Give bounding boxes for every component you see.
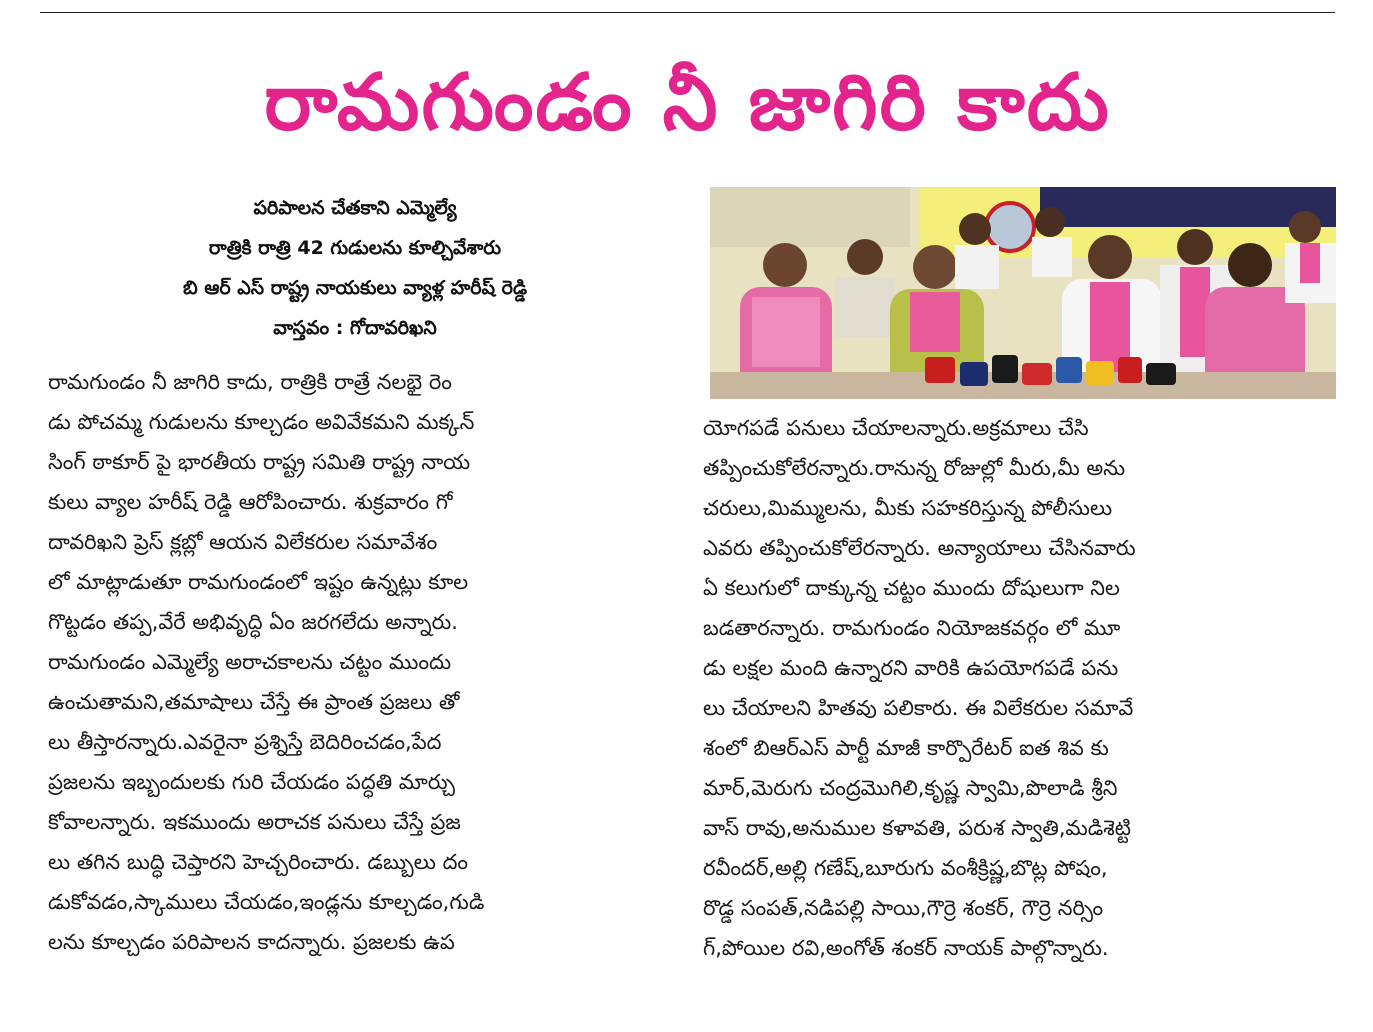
body-line: లు తగిన బుద్ధి చెప్తారని హెచ్చరించారు. డబ్బులు దం xyxy=(48,850,469,874)
body-line: బడతారన్నారు. రామగుండం నియోజకవర్గం లో మూ xyxy=(703,616,1121,640)
press-meet-photo xyxy=(710,187,1336,399)
body-line: కోవాలన్నారు. ఇకముందు అరాచక పనులు చేస్తే ప్రజ xyxy=(48,810,461,834)
body-line: రొడ్డ సంపత్,నడిపల్లి సాయి,గౌర్రె శంకర్, గౌర్రె నర్సిం xyxy=(703,896,1104,920)
subhead-3: బి ఆర్ ఎస్ రాష్ట్ర నాయకులు వ్యాళ్ల హరీష్ రెడ్డి xyxy=(182,277,528,299)
body-line: డుకోవడం,స్కాములు చేయడం,ఇండ్లను కూల్చడం,గుడి xyxy=(48,890,485,914)
body-line: లను కూల్చడం పరిపాలన కాదన్నారు. ప్రజలకు ఉప xyxy=(48,930,455,954)
body-line: ఉంచుతామని,తమాషాలు చేస్తే ఈ ప్రాంత ప్రజలు తో xyxy=(48,690,460,714)
body-line: గ్,పోయిల రవి,అంగోత్ శంకర్ నాయక్ పాల్గొన్నారు. xyxy=(703,936,1109,960)
dateline: వాస్తవం : గోదావరిఖని xyxy=(273,317,437,339)
body-line: ఎవరు తప్పించుకోలేరన్నారు. అన్యాయాలు చేసినవారు xyxy=(703,536,1136,560)
body-line: కులు వ్యాల హరీష్ రెడ్డి ఆరోపించారు. శుక్రవారం గో xyxy=(48,490,453,514)
body-line: సింగ్ ఠాకూర్ పై భారతీయ రాష్ట్ర సమితి రాష్ట్ర నాయ xyxy=(48,450,471,474)
body-line: దావరిఖని ప్రెస్ క్లబ్లో ఆయన విలేకరుల సమావేశం xyxy=(48,530,438,554)
subhead-1: పరిపాలన చేతకాని ఎమ్మెల్యే xyxy=(253,197,457,219)
body-line: డు పోచమ్మ గుడులను కూల్చడం అవివేకమని మక్కన్ xyxy=(48,410,475,434)
body-line: లు చేయాలని హితవు పలికారు. ఈ విలేకరుల సమావే xyxy=(703,696,1134,720)
body-line: రామగుండం ఎమ్మెల్యే అరాచకాలను చట్టం ముందు xyxy=(48,650,452,674)
body-line: వాస్ రావు,అనుముల కళావతి, పరుశ స్వాతి,మడిశెట్టి xyxy=(703,816,1132,840)
body-line: లు తీస్తారన్నారు.ఎవరైనా ప్రశ్నిస్తే బెదిరించడం,పేద xyxy=(48,730,442,754)
body-line: యోగపడే పనులు చేయాలన్నారు.అక్రమాలు చేసి xyxy=(703,416,1089,440)
body-line: చరులు,మిమ్ములను, మీకు సహకరిస్తున్న పోలీసులు xyxy=(703,496,1113,520)
body-line: లో మాట్లాడుతూ రామగుండంలో ఇష్టం ఉన్నట్లు కూల xyxy=(48,570,469,594)
subhead-2: రాత్రికి రాత్రి 42 గుడులను కూల్చివేశారు xyxy=(208,237,502,259)
body-line: మార్,మెరుగు చంద్రమొగిలి,కృష్ణ స్వామి,పొలాడి శ్రీని xyxy=(703,776,1118,800)
headline: రామగుండం నీ జాగిరి కాదు xyxy=(264,58,1111,148)
article-column-right xyxy=(703,408,1331,968)
article-column-left xyxy=(48,362,668,962)
top-rule xyxy=(40,12,1335,13)
body-line: డు లక్షల మంది ఉన్నారని వారికి ఉపయోగపడే పను xyxy=(703,656,1119,680)
body-line: రామగుండం నీ జాగిరి కాదు, రాత్రికి రాత్రే నలభై రెం xyxy=(48,370,452,394)
body-line: తప్పించుకోలేరన్నారు.రానున్న రోజుల్లో మీరు,మీ అను xyxy=(703,456,1126,480)
body-line: ఏ కలుగులో దాక్కున్న చట్టం ముందు దోషులుగా నిల xyxy=(703,576,1120,600)
body-line: గొట్టడం తప్ప,వేరే అభివృద్ధి ఏం జరగలేదు అన్నారు. xyxy=(48,610,458,634)
body-line: శంలో బిఆర్ఎస్ పార్టీ మాజీ కార్పొరేటర్ ఐత శివ కు xyxy=(703,736,1109,760)
subheads xyxy=(40,188,670,348)
body-line: ప్రజలను ఇబ్బందులకు గురి చేయడం పద్ధతి మార్చు xyxy=(48,770,456,794)
body-line: రవీందర్,అల్లి గణేష్,బూరుగు వంశీక్రిష్ణ,బొట్ల పోషం, xyxy=(703,856,1108,880)
